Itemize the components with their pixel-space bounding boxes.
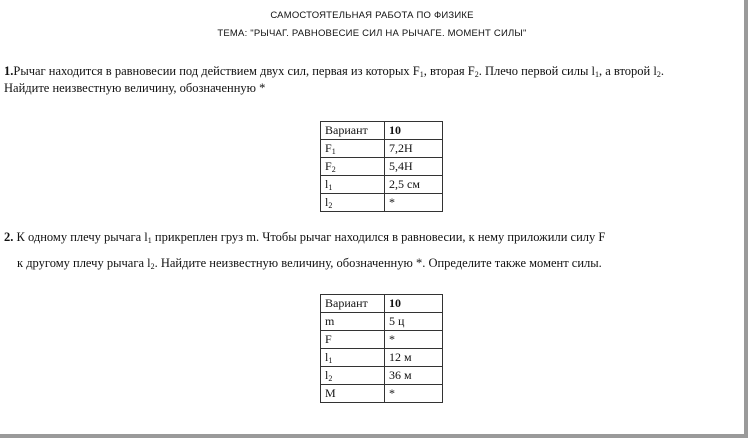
table-value: 5 ц (385, 313, 443, 331)
task2-text-a: К одному плечу рычага l (13, 230, 148, 244)
task2-text-b: прикреплен груз m. Чтобы рычаг находился в равновесии, к нему приложили силу F (151, 230, 606, 244)
table-key: $l_2$ (321, 367, 385, 385)
task1-text-a: Рычаг находится в равновесии под действием двух сил, первая из которых F (13, 64, 420, 78)
table-value: 10 (385, 122, 443, 140)
table-value: 7,2Н (385, 140, 443, 158)
task1-text-b: , вторая F (423, 64, 475, 78)
table-key: M (321, 385, 385, 403)
table-row (321, 331, 443, 349)
table-key: m (321, 313, 385, 331)
table-header-row (321, 295, 443, 313)
task1-sub-c: 1 (594, 70, 599, 79)
task1-text-e: . (660, 64, 664, 78)
table-row (321, 313, 443, 331)
table-key: $l_1$ (321, 176, 385, 194)
task2-sub-a: 1 (147, 236, 152, 245)
task2-line2-sub: 2 (150, 262, 155, 271)
table-key: $l_2$ (321, 194, 385, 212)
table-row (321, 349, 443, 367)
task1-text-d: , а второй l (598, 64, 657, 78)
table-key: $l_1$ (321, 349, 385, 367)
table-value: 10 (385, 295, 443, 313)
table-value: * (385, 385, 443, 403)
table-value: 2,5 см (385, 176, 443, 194)
task2-line2-a: к другому плечу рычага l (17, 256, 151, 270)
task1-sub-a: 1 (419, 70, 424, 79)
task1-number: 1. (4, 64, 14, 78)
table-row (321, 367, 443, 385)
table-value: * (385, 331, 443, 349)
task2-line1 (4, 229, 605, 245)
table-key: Вариант (321, 295, 385, 313)
table-row (321, 176, 443, 194)
task2-number: 2. (4, 230, 14, 244)
table-key: $F_2$ (321, 158, 385, 176)
table-row (321, 385, 443, 403)
table-key: F (321, 331, 385, 349)
table-value: 5,4Н (385, 158, 443, 176)
task2-line2-b: . Найдите неизвестную величину, обозначенную *. Определите также момент силы. (154, 256, 602, 270)
task2-table (320, 294, 443, 403)
table-row (321, 140, 443, 158)
task1-line2: Найдите неизвестную величину, обозначенную * (4, 81, 266, 95)
task1-line1 (4, 63, 664, 79)
document-title: САМОСТОЯТЕЛЬНАЯ РАБОТА ПО ФИЗИКЕ (270, 10, 474, 21)
document-topic: ТЕМА: "РЫЧАГ. РАВНОВЕСИЕ СИЛ НА РЫЧАГЕ. МОМЕНТ СИЛЫ" (217, 28, 527, 39)
table-value: 36 м (385, 367, 443, 385)
table-row (321, 194, 443, 212)
table-key: Вариант (321, 122, 385, 140)
task1-sub-d: 2 (656, 70, 661, 79)
task1-table (320, 121, 443, 212)
task1-sub-b: 2 (474, 70, 479, 79)
task2-line2 (17, 255, 602, 271)
table-row (321, 158, 443, 176)
table-header-row (321, 122, 443, 140)
task1-text-c: . Плечо первой силы l (478, 64, 595, 78)
table-key: $F_1$ (321, 140, 385, 158)
table-value: 12 м (385, 349, 443, 367)
table-value: * (385, 194, 443, 212)
